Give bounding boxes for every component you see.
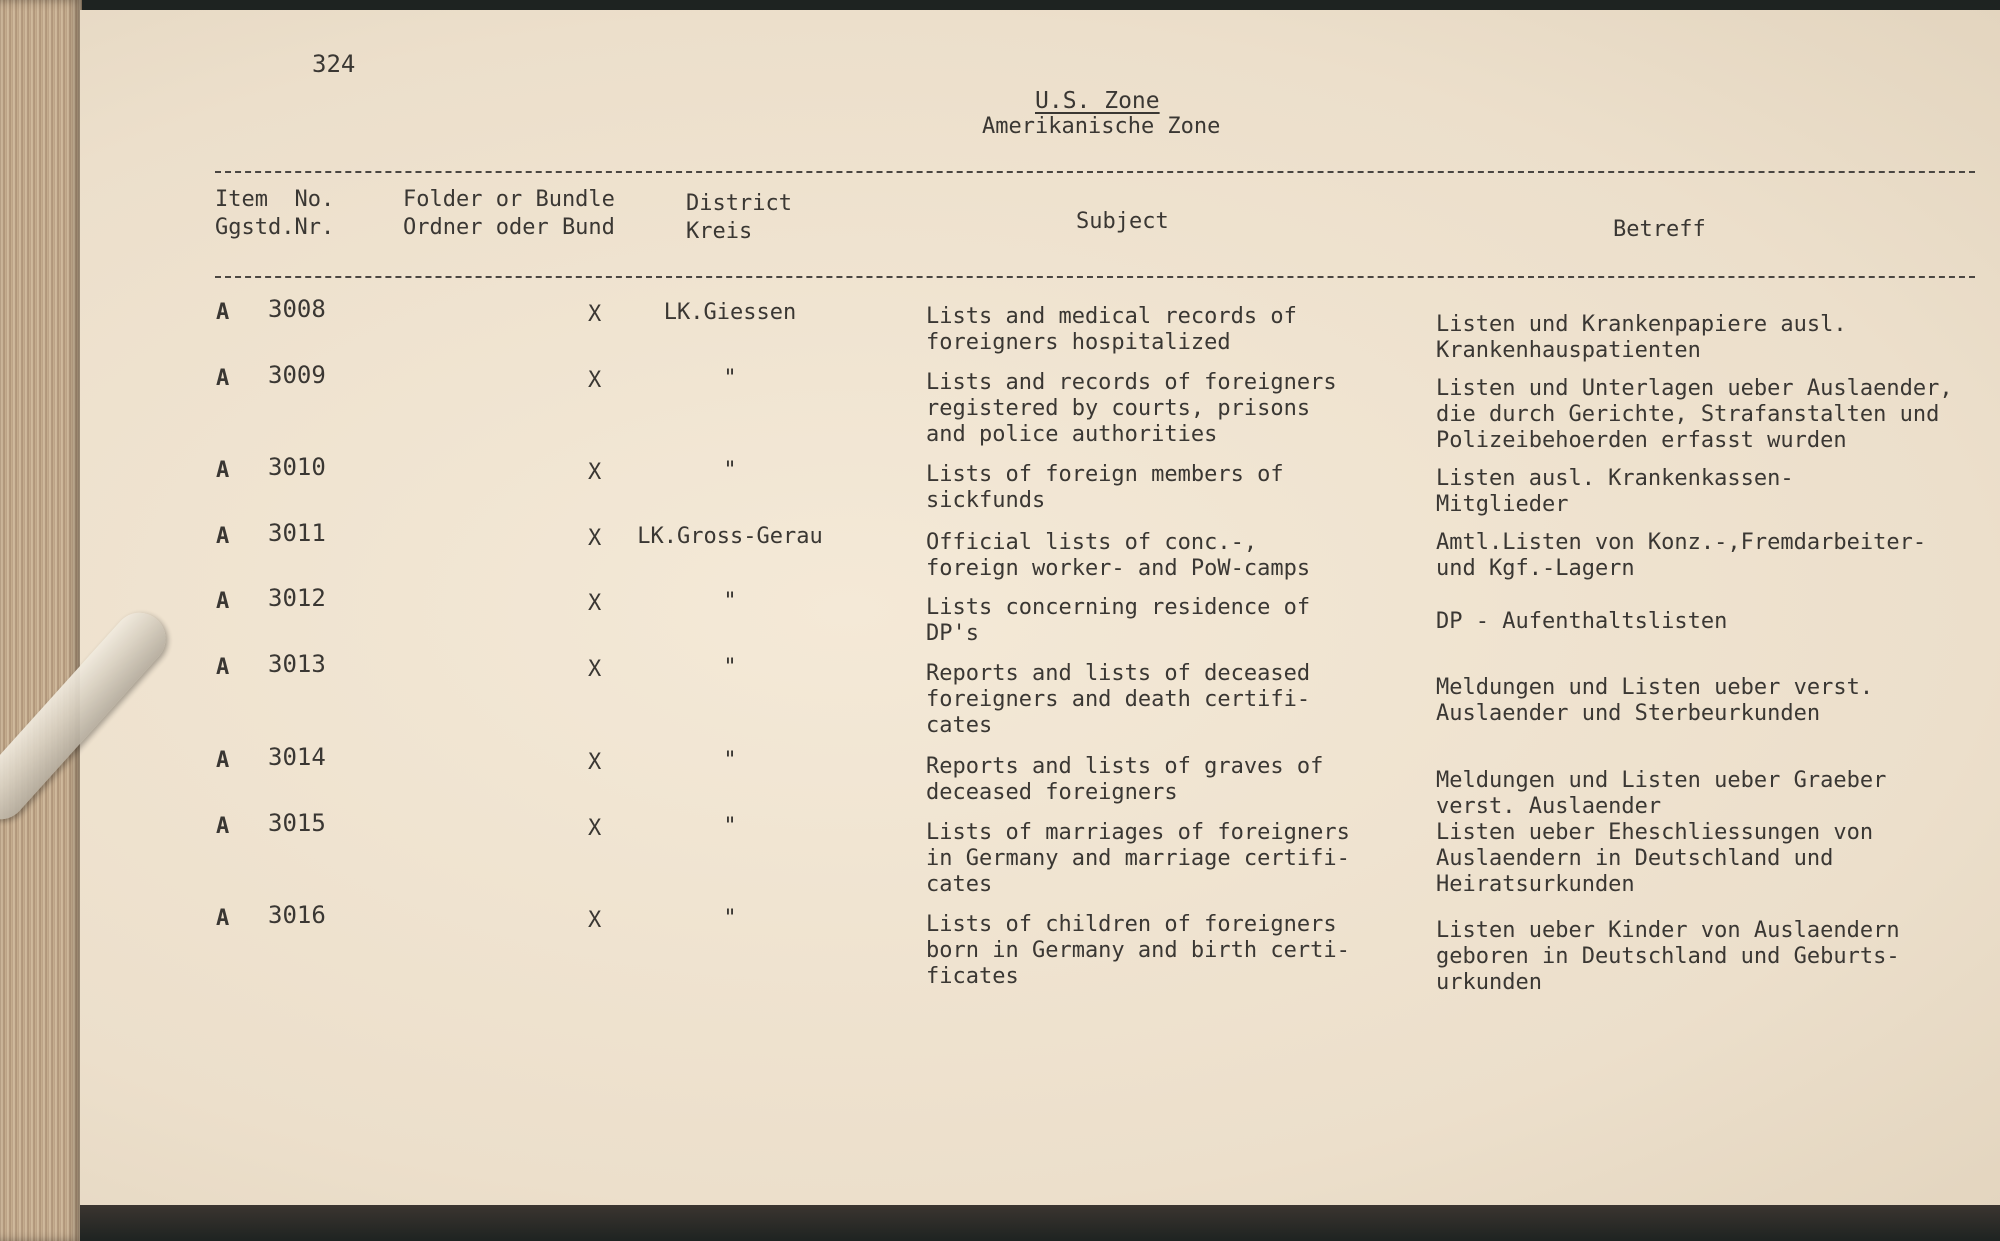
item-series-letter: A xyxy=(216,814,230,839)
item-number: 3016 xyxy=(268,901,326,929)
district-name: LK.Gross-Gerau xyxy=(637,524,823,549)
subject-text: Lists concerning residence of DP's xyxy=(926,595,1311,646)
betreff-text: Listen und Krankenpapiere ausl. Krankenhauspatienten xyxy=(1436,312,1847,363)
betreff-text: Amtl.Listen von Konz.-,Fremdarbeiter- und Kgf.-Lagern xyxy=(1436,530,1927,581)
district-name: " xyxy=(723,814,737,839)
subject-text: Lists of foreign members of sickfunds xyxy=(926,462,1284,513)
subject-text: Reports and lists of deceased foreigners and death certifi- cates xyxy=(926,661,1311,738)
item-series-letter: A xyxy=(216,458,230,483)
item-series-letter: A xyxy=(216,906,230,931)
betreff-text: Listen ueber Eheschliessungen von Auslaendern in Deutschland und Heiratsurkunden xyxy=(1436,820,1874,897)
folder-mark: X xyxy=(588,591,602,616)
betreff-text: Listen ueber Kinder von Auslaendern geboren in Deutschland und Geburts- urkunden xyxy=(1436,918,1900,995)
item-number: 3009 xyxy=(268,361,326,389)
betreff-text: Meldungen und Listen ueber verst. Auslaender und Sterbeurkunden xyxy=(1436,675,1874,726)
subject-text: Reports and lists of graves of deceased foreigners xyxy=(926,754,1324,805)
folder-mark: X xyxy=(588,657,602,682)
header-subject: Subject xyxy=(1076,209,1169,234)
item-number: 3008 xyxy=(268,295,326,323)
district-name: " xyxy=(723,748,737,773)
item-number: 3015 xyxy=(268,809,326,837)
item-number: 3014 xyxy=(268,743,326,771)
folder-mark: X xyxy=(588,368,602,393)
district-name: " xyxy=(723,589,737,614)
folder-mark: X xyxy=(588,526,602,551)
district-name: LK.Giessen xyxy=(663,300,797,325)
item-number: 3010 xyxy=(268,453,326,481)
folder-mark: X xyxy=(588,908,602,933)
book-page-edges xyxy=(0,0,82,1241)
folder-mark: X xyxy=(588,302,602,327)
subject-text: Lists and medical records of foreigners hospitalized xyxy=(926,304,1297,355)
page-number: 324 xyxy=(312,50,356,78)
header-top-dashed-rule xyxy=(215,171,1975,173)
header-district: District xyxy=(686,191,792,216)
header-betreff: Betreff xyxy=(1613,217,1706,242)
district-name: " xyxy=(723,906,737,931)
subject-text: Lists of children of foreigners born in Germany and birth certi- ficates xyxy=(926,912,1350,989)
item-series-letter: A xyxy=(216,655,230,680)
item-series-letter: A xyxy=(216,366,230,391)
betreff-text: Listen ausl. Krankenkassen- Mitglieder xyxy=(1436,466,1794,517)
item-series-letter: A xyxy=(216,748,230,773)
item-series-letter: A xyxy=(216,300,230,325)
page-bottom-shadow xyxy=(80,1205,2000,1241)
zone-title-english: U.S. Zone xyxy=(1035,88,1160,114)
header-item-no: Item No. xyxy=(215,187,335,212)
district-name: " xyxy=(723,458,737,483)
folder-mark: X xyxy=(588,460,602,485)
item-number: 3012 xyxy=(268,584,326,612)
header-ordner-oder-bund: Ordner oder Bund xyxy=(403,215,615,240)
item-number: 3013 xyxy=(268,650,326,678)
subject-text: Lists of marriages of foreigners in Germany and marriage certifi- cates xyxy=(926,820,1350,897)
header-kreis: Kreis xyxy=(686,219,753,244)
item-series-letter: A xyxy=(216,524,230,549)
folder-mark: X xyxy=(588,816,602,841)
betreff-text: Meldungen und Listen ueber Graeber verst. Auslaender xyxy=(1436,768,1887,819)
zone-title-german: Amerikanische Zone xyxy=(982,114,1221,139)
item-number: 3011 xyxy=(268,519,326,547)
betreff-text: Listen und Unterlagen ueber Auslaender, die durch Gerichte, Strafanstalten und Polizeibehoerden erfasst wurden xyxy=(1436,376,1953,453)
district-name: " xyxy=(723,655,737,680)
item-series-letter: A xyxy=(216,589,230,614)
header-bottom-dashed-rule xyxy=(215,276,1975,278)
header-ggstd-nr: Ggstd.Nr. xyxy=(215,215,335,240)
header-folder-or-bundle: Folder or Bundle xyxy=(403,187,615,212)
subject-text: Official lists of conc.-, foreign worker- and PoW-camps xyxy=(926,530,1311,581)
district-name: " xyxy=(723,366,737,391)
subject-text: Lists and records of foreigners registered by courts, prisons and police authorities xyxy=(926,370,1337,447)
folder-mark: X xyxy=(588,750,602,775)
betreff-text: DP - Aufenthaltslisten xyxy=(1436,609,1728,634)
